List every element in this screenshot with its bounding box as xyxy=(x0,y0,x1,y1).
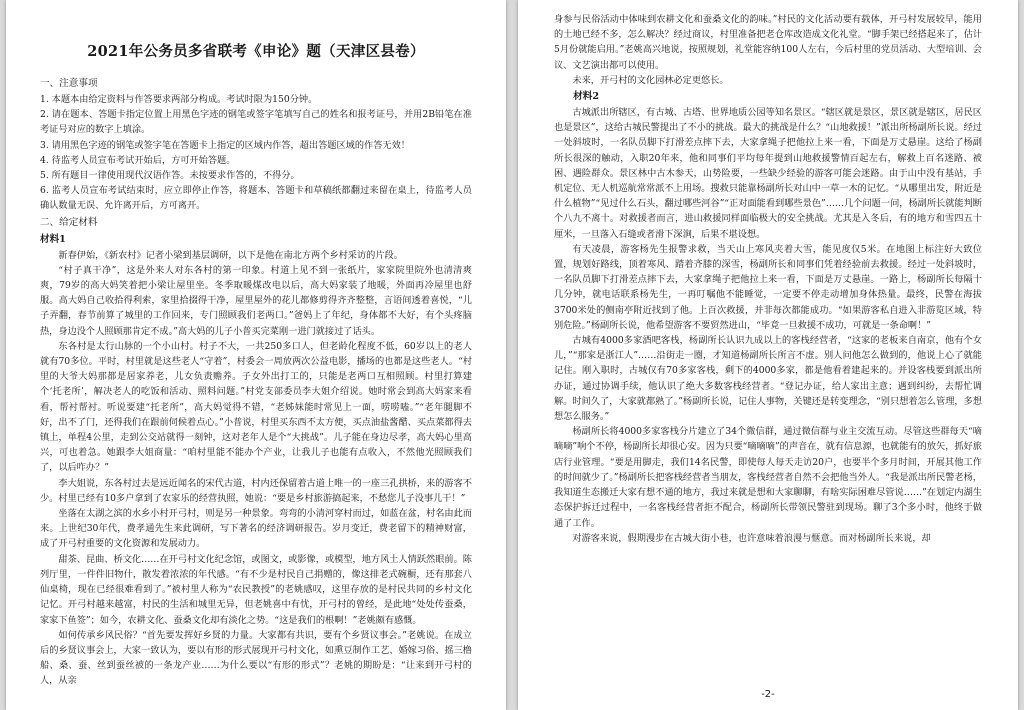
paragraph: 新春伊始，《新农村》记者小梁到基层调研，以下是他在南北方两个乡村采访的片段。 xyxy=(58,249,403,261)
notice-item: 6. 监考人员宣布考试结束时，应立即停止作答，将题本、答题卡和草稿纸都翻过来留在桌上，待监考人员确认数量无误、允许离开后，方可离开。 xyxy=(40,185,472,212)
notice-heading: 一、注意事项 xyxy=(40,78,98,89)
paragraph: 如何传承乡风民俗？“首先要发挥好乡贤的力量。大家都有共识，要有个乡贤议事会。”老姚说。在成立后的乡贤议事会上，大家一致认为，要以有形的形式展现开弓村文化，如熏豆制作工艺、婚嫁习俗、摇三橹船、桑、蚕、丝到蚕丝被的一条龙产业……为什么要以“有形的形式”？老姚的期盼是：“让来到开弓村的人，从亲 xyxy=(40,629,472,687)
paragraph: 有天凌晨，游客杨先生报警求救，当天山上寒风夹着大雪，能见度仅5米。在地图上标注好大致位置，规划好路线，顶着寒风、踏着齐膝的深雪，杨副所长和同事们凭着经验前去救援。经过一处斜坡时，一名队员脚下打滑差点摔下去，大家拿绳子把他拉上来一看，下面是万丈悬崖。一路上，杨副所长每隔十几分钟，就电话联系杨先生，一再叮嘱他不能睡觉，一定要不停走动增加身体热量。最终，民警在海拔3700米处的侧南亭附近找到了他。上百次救援，并非每次都能成功。“如果游客私自进入非游览区域，特别危险。”杨副所长说，他希望游客不要贸然进山，“毕竟一旦救援不成功，可就是一条命啊！” xyxy=(554,243,982,331)
paragraph: 东各村是太行山脉的一个小山村。村子不大，一共250多口人，但老龄化程度不低，60岁以上的老人就有70多位。平时，村里就是这些老人“守着”，村委会一周放两次公益电影，播场的也都是这些老人。“村里的大爷大妈那都是居家养老，儿女负责赡养。子女外出打工的，只能是老两口互相照顾。村里打算建个‘托老所’，解决老人的吃饭和活动、照料问题。”村党支部委员李大姐介绍说。她时常会到高大妈家来看看，帮衬帮衬。听说要建“托老所”，高大妈觉得不错，“老姊妹能时常见上一面，唠唠嗑。”“老年腿脚不好，出不了门，还得我们在跟前伺候着点心。”小普说，村里买东西不太方便，买点油盐酱醋、买点菜都得去镇上，单程4公里，走到公交站就得一刻钟，这对老年人是个“大挑战”。儿子能在身边尽孝，高大妈心里高兴，可也着急。她跟李大姐商量：“咱村里能不能办个产业，让我儿子也能有点收入，不然他光照顾我们了，以后咋办？” xyxy=(40,340,472,474)
paragraph: 坐落在太湖之滨的水乡小村开弓村，则是另一种景象。弯弯的小清河穿村而过，如蓝在盆，村名由此而来。上世纪30年代，费孝通先生来此调研，写下著名的经济调研报告。岁月变迁，费老留下的精神财富，成了开弓村重要的文化资源和发展动力。 xyxy=(40,508,472,550)
notice-item: 1. 本题本由给定资料与作答要求两部分构成。考试时限为150分钟。 xyxy=(40,94,318,105)
paragraph: 古城派出所辖区，有古城、古塔、世界地质公园等知名景区。“辖区就是景区，景区就是辖区，居民区也是景区”，这给古城民警提出了不小的挑战。最大的挑战是什么？“山地救援！”派出所杨副所长说。经过一处斜坡时，一名队员脚下打滑差点摔下去，大家拿绳子把他拉上来一看，下面是万丈悬崖。这给了杨副所长很深的触动，入职20年来，他和同事们平均每年提到山地救援警情百起左右，解救上百名迷路、被困、遇险群众。景区林中古木参天，山势险要，一些缺少经验的游客可能会迷路。由于山中没有基站，手机定位、无人机巡航常常派不上用场。搜救只能靠杨副所长对山中一草一木的记忆。“从哪里出发，附近是什么植物”“见过什么石头，翻过哪些河谷”“正对面能看到哪些景色”……几个问题一问，杨副所长就能判断个八九不离十。对救援者而言，进山救援同样面临极大的安全挑战。尤其是入冬后，有的地方和雪四五十厘米，一旦落入石缝或者滑下深涧，后果不堪设想。 xyxy=(554,107,982,240)
paragraph: 未来，开弓村的文化园林必定更悠长。 xyxy=(572,74,729,86)
document-page-2 xyxy=(518,0,1018,710)
paragraph: 杨副所长将4000多家客栈分片建立了34个微信群，通过微信群与业主交流互动。尽管这些群每天“嘀嘀嘀”响个不停，杨副所长却很心安。因为只要“嘀嘀嘀”的声音在，就有信息源，也就能有的放矢，抓好旅店行业管理。“要是用脚走，我们14名民警，即使每人每天走访20户，也要半个多月时间，开展其他工作的时间就少了。”杨副所长把客栈经营者当朋友，客栈经营者自然不会把他当外人。“我是派出所民警老杨，我知道生态搬迁大家有想不通的地方，我过来就是想和大家聊聊，有啥实际困难尽管说……”在划定内湖生态保护拆迁过程中，一名客栈经营者拒不配合，杨副所长带领民警驻到现场。聊了3个多小时，他终于做通了工作。 xyxy=(554,426,982,529)
paragraph: 身参与民俗活动中体味到农耕文化和蚕桑文化的韵味。”村民的文化活动要有载体，开弓村发展较早，能用的土地已经不多，怎么解决？经过商议，村里准备把老仓库改造成文化礼堂。“脚手架已经搭起来了，估计5月份就能启用。”老姚高兴地说，按照规划，礼堂能容纳100人左右，今后村里的党员活动、大型培训、会议、文艺演出都可以使用。 xyxy=(554,14,982,71)
page-number: -2- xyxy=(761,689,775,700)
notice-item: 4. 待监考人员宣布考试开始后，方可开始答题。 xyxy=(40,154,236,166)
notice-item: 2. 请在题本、答题卡指定位置上用黑色字迹的钢笔或签字笔填写自己的姓名和报考证号，并用2B铅笔在准考证号对应的数字上填涂。 xyxy=(40,109,472,136)
material-1-label: 材料1 xyxy=(40,233,66,245)
notice-item: 3. 请用黑色字迹的钢笔或签字笔在答题卡上指定的区域内作答，超出答题区域的作答无效！ xyxy=(40,139,410,151)
paragraph: 对游客来说，假期漫步在古城大街小巷，也许意味着浪漫与惬意。而对杨副所长来说，却 xyxy=(572,532,931,544)
notice-item: 5. 所有题目一律使用现代汉语作答。未按要求作答的，不得分。 xyxy=(40,170,300,182)
paragraph: 古城有4000多家酒吧客栈，杨副所长认识九成以上的客栈经营者，“这家的老板来自南京，他有个女儿，”“那家是浙江人”……沿街走一圈，才知道杨副所长所言不虚。别人问他怎么做到的，他说上心了就能记住。刚入职时，古城仅有70多家客栈，剩下的4000多家，都是他看着建起来的。并设客栈要到派出所办证，通过协调手续，他认识了绝大多数客栈经营者。“登记办证，给人家出主意；遇到纠纷，去帮忙调解。时间久了，大家就都熟了。”杨副所长说，记住人事物，关键还是转变理念，“别只想着怎么管理，多想想怎么服务。” xyxy=(554,335,982,423)
document-page-1 xyxy=(6,0,506,710)
material-2-label: 材料2 xyxy=(573,91,600,103)
paragraph: 甜茶、昆曲、桥文化……在开弓村文化纪念馆，或图文，或影像，或模型，地方风土人情跃然眼前。陈列厅里，一件件旧物什，散发着浓浓的年代感。“有不少是村民自己捐赠的，像这排老式碗橱，还有那套八仙桌椅，现在已经很难看到了。”被村里人称为“农民教授”的老姚感叹，这里存放的是村民共同的乡村文化记忆。开弓村越来越富，村民的生活和城里无异，但老姚喜中有忧，开弓村的曾经，是此地“处处传蚕桑，家家下鱼签”；如今，农耕文化、蚕桑文化却有淡化之势。“这是我们的根啊！”老姚颇有感慨。 xyxy=(40,553,472,626)
document-title: 2021年公务员多省联考《申论》题（天津区县卷） xyxy=(87,43,425,60)
paragraph: 李大姐说，东各村过去是远近闻名的宋代古道，村内还保留着古道上唯一的一座三孔拱桥，来的游客不少。村里已经有10多户拿到了农家乐的经营执照，她说：“要是乡村旅游搞起来，不愁您儿子没事儿干！” xyxy=(40,477,472,504)
paragraph: “村子真干净”，这是外来人对东各村的第一印象。村道上见不到一张纸片，家家院里院外也清清爽爽，79岁的高大妈笑着把小梁让屋里坐。冬季取暖煤改电以后，高大妈家装了地暖，外面再冷屋里也舒服。高大妈自己收拾得利索，家里拾掇得干净，屋里屋外的花儿都修剪得齐齐整整，言语间透着喜悦，“儿子弄翻，春节前算了城里的工作回来，专门照顾我们老两口。”爸妈上了年纪，身体都不大好，有个头疼脑热，身边没个人照顾那肯定不成。”高大妈的儿子小普买完菜刚一进门就接过了话头。 xyxy=(40,264,472,337)
material-heading: 二、给定材料 xyxy=(40,216,98,228)
